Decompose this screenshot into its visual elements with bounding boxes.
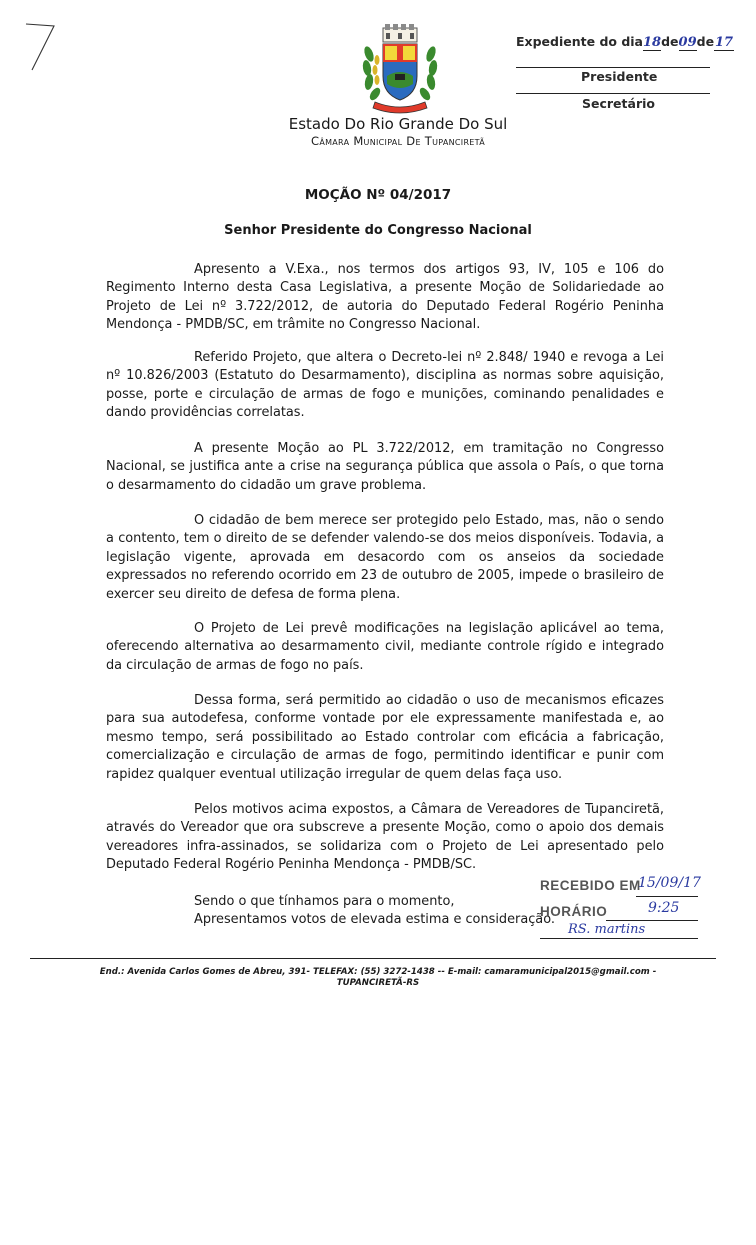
received-date-line bbox=[636, 896, 698, 897]
document-title: MOÇÃO Nº 04/2017 bbox=[304, 187, 452, 203]
expediente-day: 18 bbox=[643, 35, 662, 50]
addressee: Senhor Presidente do Congresso Nacional bbox=[224, 223, 532, 238]
time-label: HORÁRIO bbox=[540, 904, 608, 919]
body-paragraph-7: Pelos motivos acima expostos, a Câmara de Vereadores de Tupanciretã, através do Vereador que ora subscreve a presente Moção, como o apoio dos demais vereadores infra-assinados, se solidariza com o Projeto de Lei apresentado pelo Deputado Federal Rogério Peninha Mendonça - PMDB/SC. bbox=[106, 802, 664, 873]
body-paragraph-4: O cidadão de bem merece ser protegido pelo Estado, mas, não o sendo a contento, tem o direito de se defender valendo-se dos meios disponíveis. Todavia, a legislação vigente, aprovada em desacordo com os anseios da sociedade expressados no referendo ocorrido em 23 de outubro de 2005, impede o brasileiro de exercer seu direito de defesa de forma plena. bbox=[106, 513, 664, 602]
footer-divider bbox=[30, 958, 716, 959]
time-value: 9:25 bbox=[648, 900, 680, 916]
secretario-label: Secretário bbox=[582, 96, 655, 111]
expediente-year: 17 bbox=[715, 35, 734, 50]
body-paragraph-6: Dessa forma, será permitido ao cidadão o uso de mecanismos eficazes para sua autodefesa, conforme vontade por ele expressamente manifestada e, ao mesmo tempo, será possibilitado ao Estado controlar com eficácia a fabricação, comercialização e circulação de armas de fogo, permitindo identificar e punir com rapidez qualquer eventual utilização irregular de quem delas faça uso. bbox=[106, 693, 664, 782]
closing-line-1: Sendo o que tínhamos para o momento, bbox=[194, 894, 455, 909]
body-paragraph-3: A presente Moção ao PL 3.722/2012, em tramitação no Congresso Nacional, se justifica ante a crise na segurança pública que assola o País, o que torna o desarmamento do cidadão um grave problema. bbox=[106, 441, 664, 493]
body-paragraph-1: Apresento a V.Exa., nos termos dos artigos 93, IV, 105 e 106 do Regimento Interno desta Casa Legislativa, a presente Moção de Solidariedade ao Projeto de Lei nº 3.722/2012, de autoria do Deputado Federal Rogério Peninha Mendonça - PMDB/SC, em trâmite no Congresso Nacional. bbox=[106, 262, 664, 333]
expediente-line bbox=[516, 34, 734, 51]
footer-address-line-1: End.: Avenida Carlos Gomes de Abreu, 391- TELEFAX: (55) 3272-1438 -- E-mail: camaramunicipal2015@gmail.com - bbox=[99, 967, 657, 977]
crest-ribbon-text: Tupanciretã bbox=[385, 101, 415, 106]
time-line bbox=[606, 920, 698, 921]
body-paragraph-2: Referido Projeto, que altera o Decreto-lei nº 2.848/ 1940 e revoga a Lei nº 10.826/2003 (Estatuto do Desarmamento), disciplina as normas sobre aquisição, posse, porte e circulação de armas de fogo e munições, cominando penalidades e dando providências correlatas. bbox=[106, 350, 664, 421]
expediente-de-1: de bbox=[661, 34, 679, 49]
state-name: Estado Do Rio Grande Do Sul bbox=[288, 115, 508, 133]
margin-pen-mark bbox=[18, 18, 58, 78]
secretario-signature-line bbox=[516, 93, 710, 94]
expediente-de-2: de bbox=[696, 34, 715, 49]
body-paragraph-5: O Projeto de Lei prevê modificações na legislação aplicável ao tema, oferecendo alternativa ao desarmamento civil, mediante controle rígido e integrado da circulação de armas de fogo no país. bbox=[106, 621, 664, 673]
chamber-name: Câmara Municipal De Tupanciretã bbox=[310, 134, 486, 148]
receiver-signature: RS. martins bbox=[568, 922, 646, 937]
receipt-stamp bbox=[540, 874, 710, 944]
signature-line bbox=[540, 938, 698, 939]
footer-address-line-2: TUPANCIRETÃ-RS bbox=[336, 978, 420, 988]
expediente-label: Expediente do dia bbox=[516, 34, 643, 49]
presidente-label: Presidente bbox=[581, 69, 658, 84]
received-label: RECEBIDO EM bbox=[540, 878, 641, 893]
received-date: 15/09/17 bbox=[638, 875, 701, 891]
expediente-month: 09 bbox=[678, 35, 697, 50]
presidente-signature-line bbox=[516, 67, 710, 68]
closing-line-2: Apresentamos votos de elevada estima e consideração. bbox=[194, 912, 555, 927]
